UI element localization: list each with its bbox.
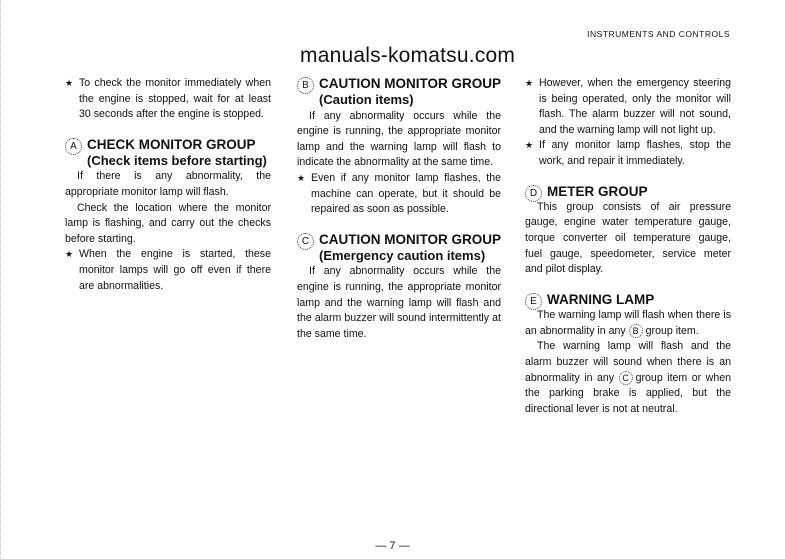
section-title: CHECK MONITOR GROUP — [87, 136, 256, 152]
paragraph — [525, 339, 731, 417]
section-title: CAUTION MONITOR GROUP — [319, 76, 501, 91]
section-c-heading — [297, 232, 501, 265]
page-edge — [0, 0, 2, 559]
paragraph-text: group item. — [645, 324, 699, 337]
paragraph: Check the location where the monitor lamp is flashing, and carry out the checks before starting. — [65, 201, 271, 245]
star-icon: ★ — [65, 249, 74, 260]
note-text: If any monitor lamp flashes, stop the work, and repair it immediately. — [539, 139, 731, 167]
section-d-heading — [525, 184, 731, 200]
section-title: METER GROUP — [547, 183, 648, 199]
star-icon: ★ — [525, 140, 534, 151]
circled-letter-d: D — [525, 185, 542, 202]
note — [65, 76, 271, 123]
paragraph-text: The warning lamp will flash when there is an abnormality in any — [525, 309, 731, 337]
paragraph: If there is any abnormality, the appropriate monitor lamp will flash. — [65, 170, 271, 198]
section-e-heading — [525, 292, 731, 308]
running-header: INSTRUMENTS AND CONTROLS — [587, 29, 730, 39]
note-text: When the engine is started, these monitor lamps will go off even if there are abnormalities. — [79, 248, 271, 292]
section-b-heading — [297, 76, 501, 109]
circled-letter-c: C — [297, 233, 314, 250]
paragraph — [525, 308, 731, 339]
section-subtitle: (Caution items) — [319, 92, 414, 108]
section-title: WARNING LAMP — [547, 291, 655, 307]
section-subtitle: (Emergency caution items) — [319, 248, 486, 264]
circled-letter-e: E — [525, 293, 542, 310]
note — [65, 247, 271, 294]
column-3 — [525, 76, 731, 417]
star-icon: ★ — [297, 172, 306, 183]
circled-letter-b-ref: B — [629, 324, 643, 338]
star-icon: ★ — [525, 78, 534, 88]
column-1 — [65, 76, 271, 294]
note — [525, 138, 731, 169]
paragraph: If any abnormality occurs while the engine is running, the appropriate monitor lamp and the warning lamp will flash and the alarm buzzer will sound intermittently at the same time. — [297, 265, 501, 340]
note-text: However, when the emergency steering is being operated, only the monitor will flash. The alarm buzzer will not sound, and the warning lamp will not light up. — [539, 77, 731, 136]
section-title: CAUTION MONITOR GROUP — [319, 231, 501, 247]
note — [525, 76, 731, 138]
circled-letter-b: B — [297, 77, 314, 94]
section-subtitle: (Check items before starting) — [87, 153, 267, 169]
section-a-heading — [65, 137, 271, 170]
note-text: To check the monitor immediately when the engine is stopped, wait for at least 30 seconds after the engine is stopped. — [79, 77, 271, 121]
note-text: Even if any monitor lamp flashes, the machine can operate, but it should be repaired as soon as possible. — [311, 171, 501, 216]
paragraph: This group consists of air pressure gauge, engine water temperature gauge, torque converter oil temperature gauge, fuel gauge, speedometer, service meter and pilot display. — [525, 200, 731, 276]
circled-letter-c-ref: C — [619, 371, 633, 385]
paragraph: If any abnormality occurs while the engine is running, the appropriate monitor lamp and the warning lamp will flash to indicate the abnormality at the same time. — [297, 109, 501, 169]
column-2 — [297, 76, 501, 342]
page-number: — 7 — — [375, 540, 410, 552]
paragraph-text: The warning lamp will flash and the alarm buzzer will sound when there is an abnormality in any — [525, 340, 731, 384]
paragraph-text: group item or when the parking brake is applied, but the directional lever is not at neutral. — [525, 371, 731, 415]
note — [297, 171, 501, 218]
circled-letter-a: A — [65, 138, 82, 155]
star-icon: ★ — [65, 78, 74, 88]
watermark: manuals-komatsu.com — [300, 44, 516, 67]
